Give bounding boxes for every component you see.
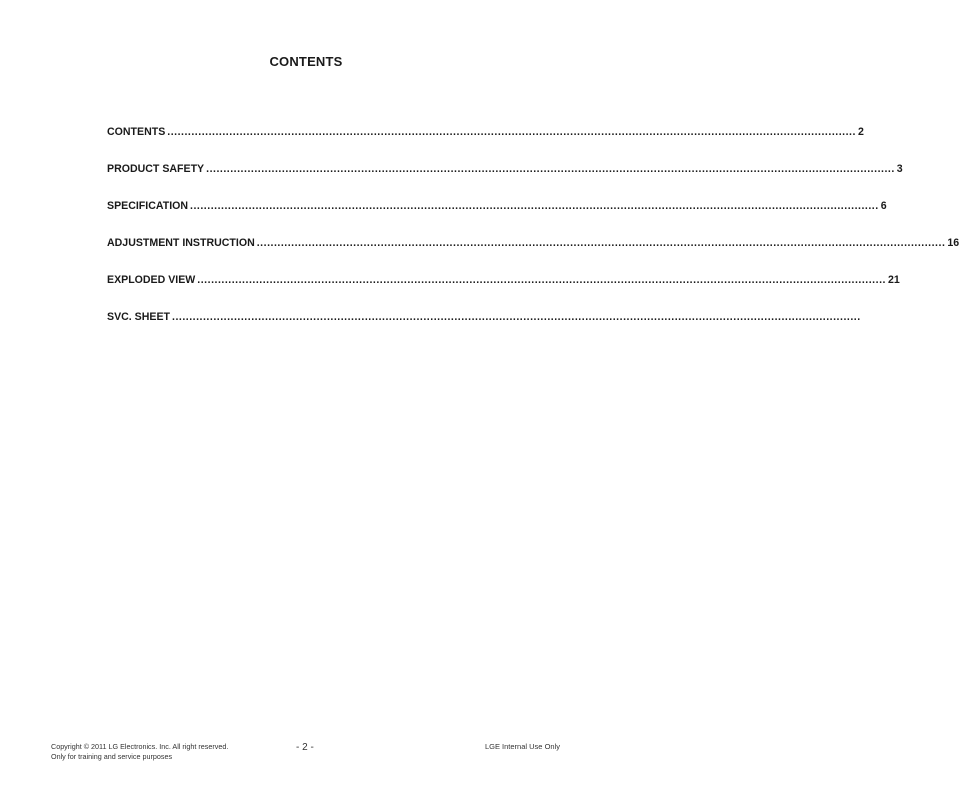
footer-page-number: - 2 - bbox=[296, 742, 314, 753]
toc-leader-dots: ........................................................................................................................................................................................................ bbox=[167, 126, 856, 138]
toc-leader-dots: ........................................................................................................................................................................................................ bbox=[197, 274, 886, 286]
footer-note: Only for training and service purposes bbox=[51, 752, 173, 761]
toc-entry-label: SVC. SHEET bbox=[107, 311, 170, 323]
toc-entry-label: EXPLODED VIEW bbox=[107, 274, 196, 286]
toc-entry-label: SPECIFICATION bbox=[107, 200, 189, 212]
toc-entry-page: 21 bbox=[887, 274, 900, 286]
toc-entry-page: 3 bbox=[896, 163, 903, 175]
toc-leader-dots: ........................................................................................................................................................................................................ bbox=[190, 200, 879, 212]
toc-leader-dots: ........................................................................................................................................................................................................ bbox=[172, 311, 861, 323]
toc-entry-contents[interactable] bbox=[107, 126, 864, 138]
toc-leader-dots: ........................................................................................................................................................................................................ bbox=[206, 163, 895, 175]
toc-entry-page: 16 bbox=[947, 237, 959, 249]
toc-entry-page: 6 bbox=[880, 200, 887, 212]
toc-entry-adjustment-instruction[interactable] bbox=[107, 237, 959, 249]
footer-copyright: Copyright © 2011 LG Electronics. Inc. All right reserved. bbox=[51, 742, 229, 751]
toc-entry-svc-sheet[interactable] bbox=[107, 311, 861, 323]
toc-entry-exploded-view[interactable] bbox=[107, 274, 900, 286]
toc-entry-label: PRODUCT SAFETY bbox=[107, 163, 205, 175]
toc-entry-page: 2 bbox=[857, 126, 864, 138]
toc-entry-product-safety[interactable] bbox=[107, 163, 903, 175]
toc-entry-specification[interactable] bbox=[107, 200, 887, 212]
footer-copyright-block bbox=[51, 742, 228, 762]
footer-classification: LGE Internal Use Only bbox=[484, 742, 560, 751]
toc-entry-label: ADJUSTMENT INSTRUCTION bbox=[107, 237, 255, 249]
table-of-contents bbox=[107, 126, 959, 348]
toc-entry-label: CONTENTS bbox=[107, 126, 166, 138]
toc-leader-dots: ........................................................................................................................................................................................................ bbox=[256, 237, 946, 249]
page-title: CONTENTS bbox=[269, 54, 343, 69]
